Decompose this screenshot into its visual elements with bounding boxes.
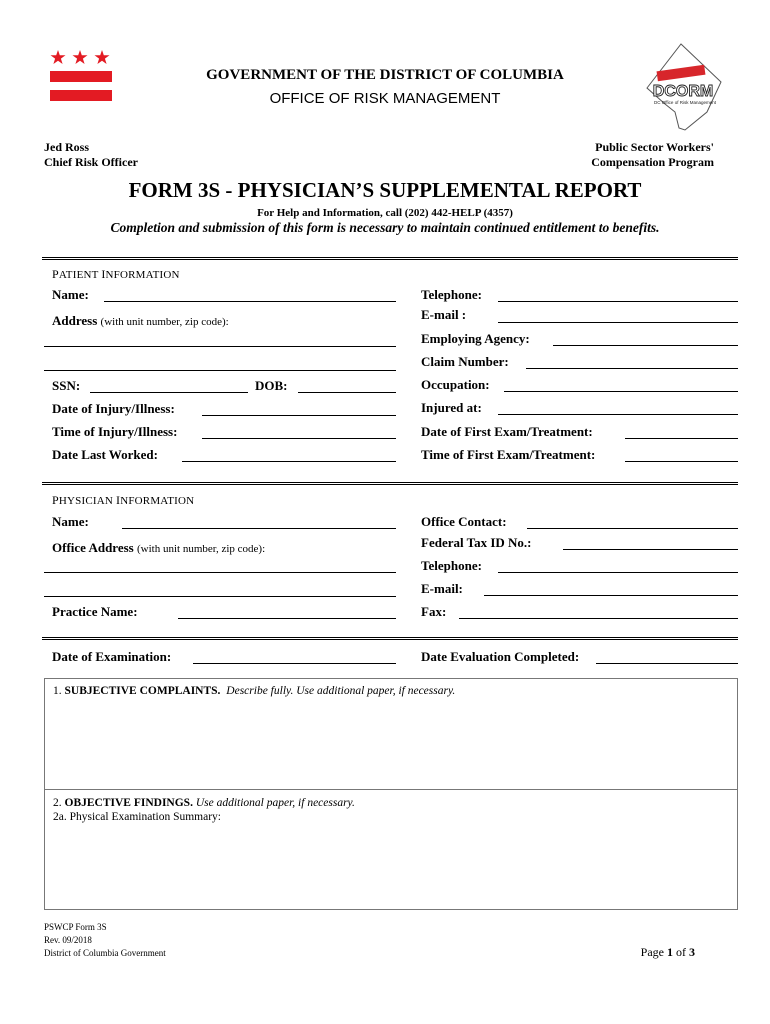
injured-at-label: Injured at: xyxy=(421,400,482,415)
patient-address-line-2[interactable] xyxy=(44,370,396,371)
date-first-exam-field[interactable] xyxy=(625,438,738,439)
footer-organization: District of Columbia Government xyxy=(44,948,166,958)
fax-label: Fax: xyxy=(421,604,447,619)
fax-field[interactable] xyxy=(459,618,738,619)
occupation-field[interactable] xyxy=(504,391,738,392)
physician-telephone-label: Telephone: xyxy=(421,558,482,573)
date-evaluation-completed-field[interactable] xyxy=(596,663,738,664)
ssn-field[interactable] xyxy=(90,392,248,393)
office-contact-label: Office Contact: xyxy=(421,514,507,529)
office-address-label: Office Address (with unit number, zip code): xyxy=(52,540,266,555)
patient-name-label: Name: xyxy=(52,287,89,302)
office-title: OFFICE OF RISK MANAGEMENT xyxy=(269,90,501,107)
time-first-exam-field[interactable] xyxy=(625,461,738,462)
patient-telephone-field[interactable] xyxy=(498,301,738,302)
government-title: GOVERNMENT OF THE DISTRICT OF COLUMBIA xyxy=(206,67,564,83)
dob-field[interactable] xyxy=(298,392,396,393)
patient-address-line-1[interactable] xyxy=(44,346,396,347)
officer-name: Jed Ross xyxy=(44,140,90,154)
logo-text: DCORM xyxy=(652,83,714,100)
subjective-complaints-box[interactable] xyxy=(44,678,738,790)
subjective-complaints-heading: 1. SUBJECTIVE COMPLAINTS. Describe fully. Use additional paper, if necessary. xyxy=(53,685,456,697)
physical-exam-summary-label: 2a. Physical Examination Summary: xyxy=(53,811,222,823)
physician-email-label: E-mail: xyxy=(421,581,463,596)
footer-revision: Rev. 09/2018 xyxy=(44,935,92,945)
physician-telephone-field[interactable] xyxy=(498,572,738,573)
date-last-worked-label: Date Last Worked: xyxy=(52,447,158,462)
physician-name-label: Name: xyxy=(52,514,89,529)
patient-email-label: E-mail : xyxy=(421,307,467,322)
practice-name-label: Practice Name: xyxy=(52,604,138,619)
help-line: For Help and Information, call (202) 442-HELP (4357) xyxy=(257,207,513,219)
time-of-injury-field[interactable] xyxy=(202,438,396,439)
physician-email-field[interactable] xyxy=(484,595,738,596)
federal-tax-id-label: Federal Tax ID No.: xyxy=(421,535,532,550)
date-of-examination-field[interactable] xyxy=(193,663,396,664)
time-first-exam-label: Time of First Exam/Treatment: xyxy=(421,447,596,462)
date-of-injury-label: Date of Injury/Illness: xyxy=(52,401,175,416)
office-address-line-2[interactable] xyxy=(44,596,396,597)
time-of-injury-label: Time of Injury/Illness: xyxy=(52,424,178,439)
physician-name-field[interactable] xyxy=(122,528,396,529)
entitlement-notice: Completion and submission of this form is necessary to maintain continued entitlement to benefits. xyxy=(110,220,660,235)
divider xyxy=(42,257,738,260)
office-address-line-1[interactable] xyxy=(44,572,396,573)
practice-name-field[interactable] xyxy=(178,618,396,619)
program-line-1: Public Sector Workers' xyxy=(595,140,714,154)
page-number: Page 1 of 3 xyxy=(640,945,695,959)
claim-number-label: Claim Number: xyxy=(421,354,509,369)
footer-form-id: PSWCP Form 3S xyxy=(44,922,107,932)
dob-label: DOB: xyxy=(255,378,288,393)
claim-number-field[interactable] xyxy=(526,368,738,369)
physician-section-title: PHYSICIAN INFORMATION xyxy=(52,493,195,507)
logo-tagline: DC Office of Risk Management xyxy=(654,100,716,105)
date-last-worked-field[interactable] xyxy=(182,461,396,462)
patient-section-title: PATIENT INFORMATION xyxy=(52,267,180,281)
date-of-examination-label: Date of Examination: xyxy=(52,649,172,664)
date-evaluation-completed-label: Date Evaluation Completed: xyxy=(421,649,580,664)
patient-address-label: Address (with unit number, zip code): xyxy=(52,313,229,328)
form-title: FORM 3S - PHYSICIAN’S SUPPLEMENTAL REPORT xyxy=(128,178,642,202)
patient-email-field[interactable] xyxy=(498,322,738,323)
ssn-label: SSN: xyxy=(52,378,81,393)
officer-role: Chief Risk Officer xyxy=(44,155,138,169)
date-first-exam-label: Date of First Exam/Treatment: xyxy=(421,424,593,439)
divider xyxy=(42,637,738,640)
dcorm-logo xyxy=(645,42,723,132)
occupation-label: Occupation: xyxy=(421,377,490,392)
divider xyxy=(42,482,738,485)
program-line-2: Compensation Program xyxy=(591,155,714,169)
date-of-injury-field[interactable] xyxy=(202,415,396,416)
federal-tax-id-field[interactable] xyxy=(563,549,738,550)
patient-name-field[interactable] xyxy=(104,301,396,302)
objective-findings-box[interactable] xyxy=(44,789,738,910)
employing-agency-label: Employing Agency: xyxy=(421,331,530,346)
objective-findings-heading: 2. OBJECTIVE FINDINGS. Use additional paper, if necessary. xyxy=(53,797,355,809)
office-contact-field[interactable] xyxy=(527,528,738,529)
employing-agency-field[interactable] xyxy=(553,345,738,346)
injured-at-field[interactable] xyxy=(498,414,738,415)
patient-telephone-label: Telephone: xyxy=(421,287,482,302)
